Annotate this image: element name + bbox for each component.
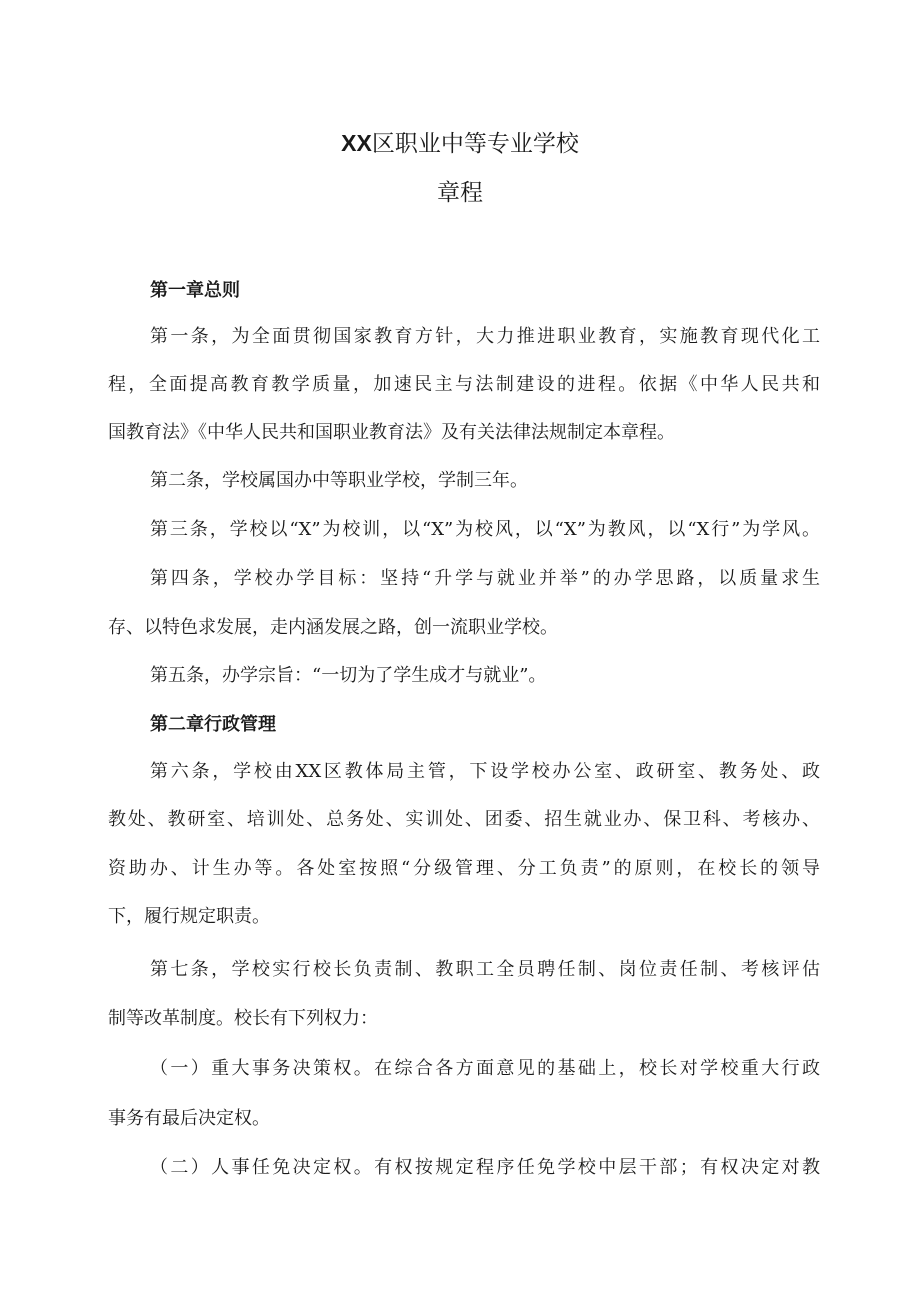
paragraph-line: 制等改革制度。校长有下列权力： <box>108 1008 378 1029</box>
list-item-line: 事务有最后决定权。 <box>108 1108 270 1129</box>
paragraph-line: 下，履行规定职责。 <box>108 906 270 927</box>
document-subtitle: 章程 <box>437 180 483 206</box>
paragraph-line: 资助办、计生办等。各处室按照“分级管理、分工负责”的原则，在校长的领导 <box>108 858 820 879</box>
paragraph-line: 教处、教研室、培训处、总务处、实训处、团委、招生就业办、保卫科、考核办、 <box>108 809 820 830</box>
title-rest: 区职业中等专业学校 <box>371 131 579 157</box>
paragraph-line: 第六条，学校由XX区教体局主管，下设学校办公室、政研室、教务处、政 <box>150 761 820 782</box>
title-prefix: XX <box>341 130 372 156</box>
paragraph-line: 国教育法》《中华人民共和国职业教育法》及有关法律法规制定本章程。 <box>108 422 675 443</box>
paragraph-line: 第七条，学校实行校长负责制、教职工全员聘任制、岗位责任制、考核评估 <box>150 959 820 980</box>
paragraph-line: 第四条，学校办学目标：坚持“升学与就业并举”的办学思路，以质量求生 <box>150 568 820 589</box>
chapter-heading: 第一章总则 <box>150 280 240 300</box>
paragraph-line: 第一条，为全面贯彻国家教育方针，大力推进职业教育，实施教育现代化工 <box>150 326 820 347</box>
paragraph-line: 程，全面提高教育教学质量，加速民主与法制建设的进程。依据《中华人民共和 <box>108 374 820 395</box>
chapter-heading: 第二章行政管理 <box>150 714 276 734</box>
paragraph-line: 第五条，办学宗旨：“一切为了学生成才与就业”。 <box>150 665 547 686</box>
list-item-line: （二）人事任免决定权。有权按规定程序任免学校中层干部；有权决定对教 <box>150 1157 820 1178</box>
paragraph-line: 第三条，学校以“X”为校训，以“X”为校风，以“X”为教风，以“X行”为学风。 <box>150 519 820 540</box>
list-item-line: （一）重大事务决策权。在综合各方面意见的基础上，校长对学校重大行政 <box>150 1058 820 1079</box>
document-title <box>0 128 920 159</box>
paragraph-line: 存、以特色求发展，走内涵发展之路，创一流职业学校。 <box>108 617 558 638</box>
paragraph-line: 第二条，学校属国办中等职业学校，学制三年。 <box>150 470 528 491</box>
